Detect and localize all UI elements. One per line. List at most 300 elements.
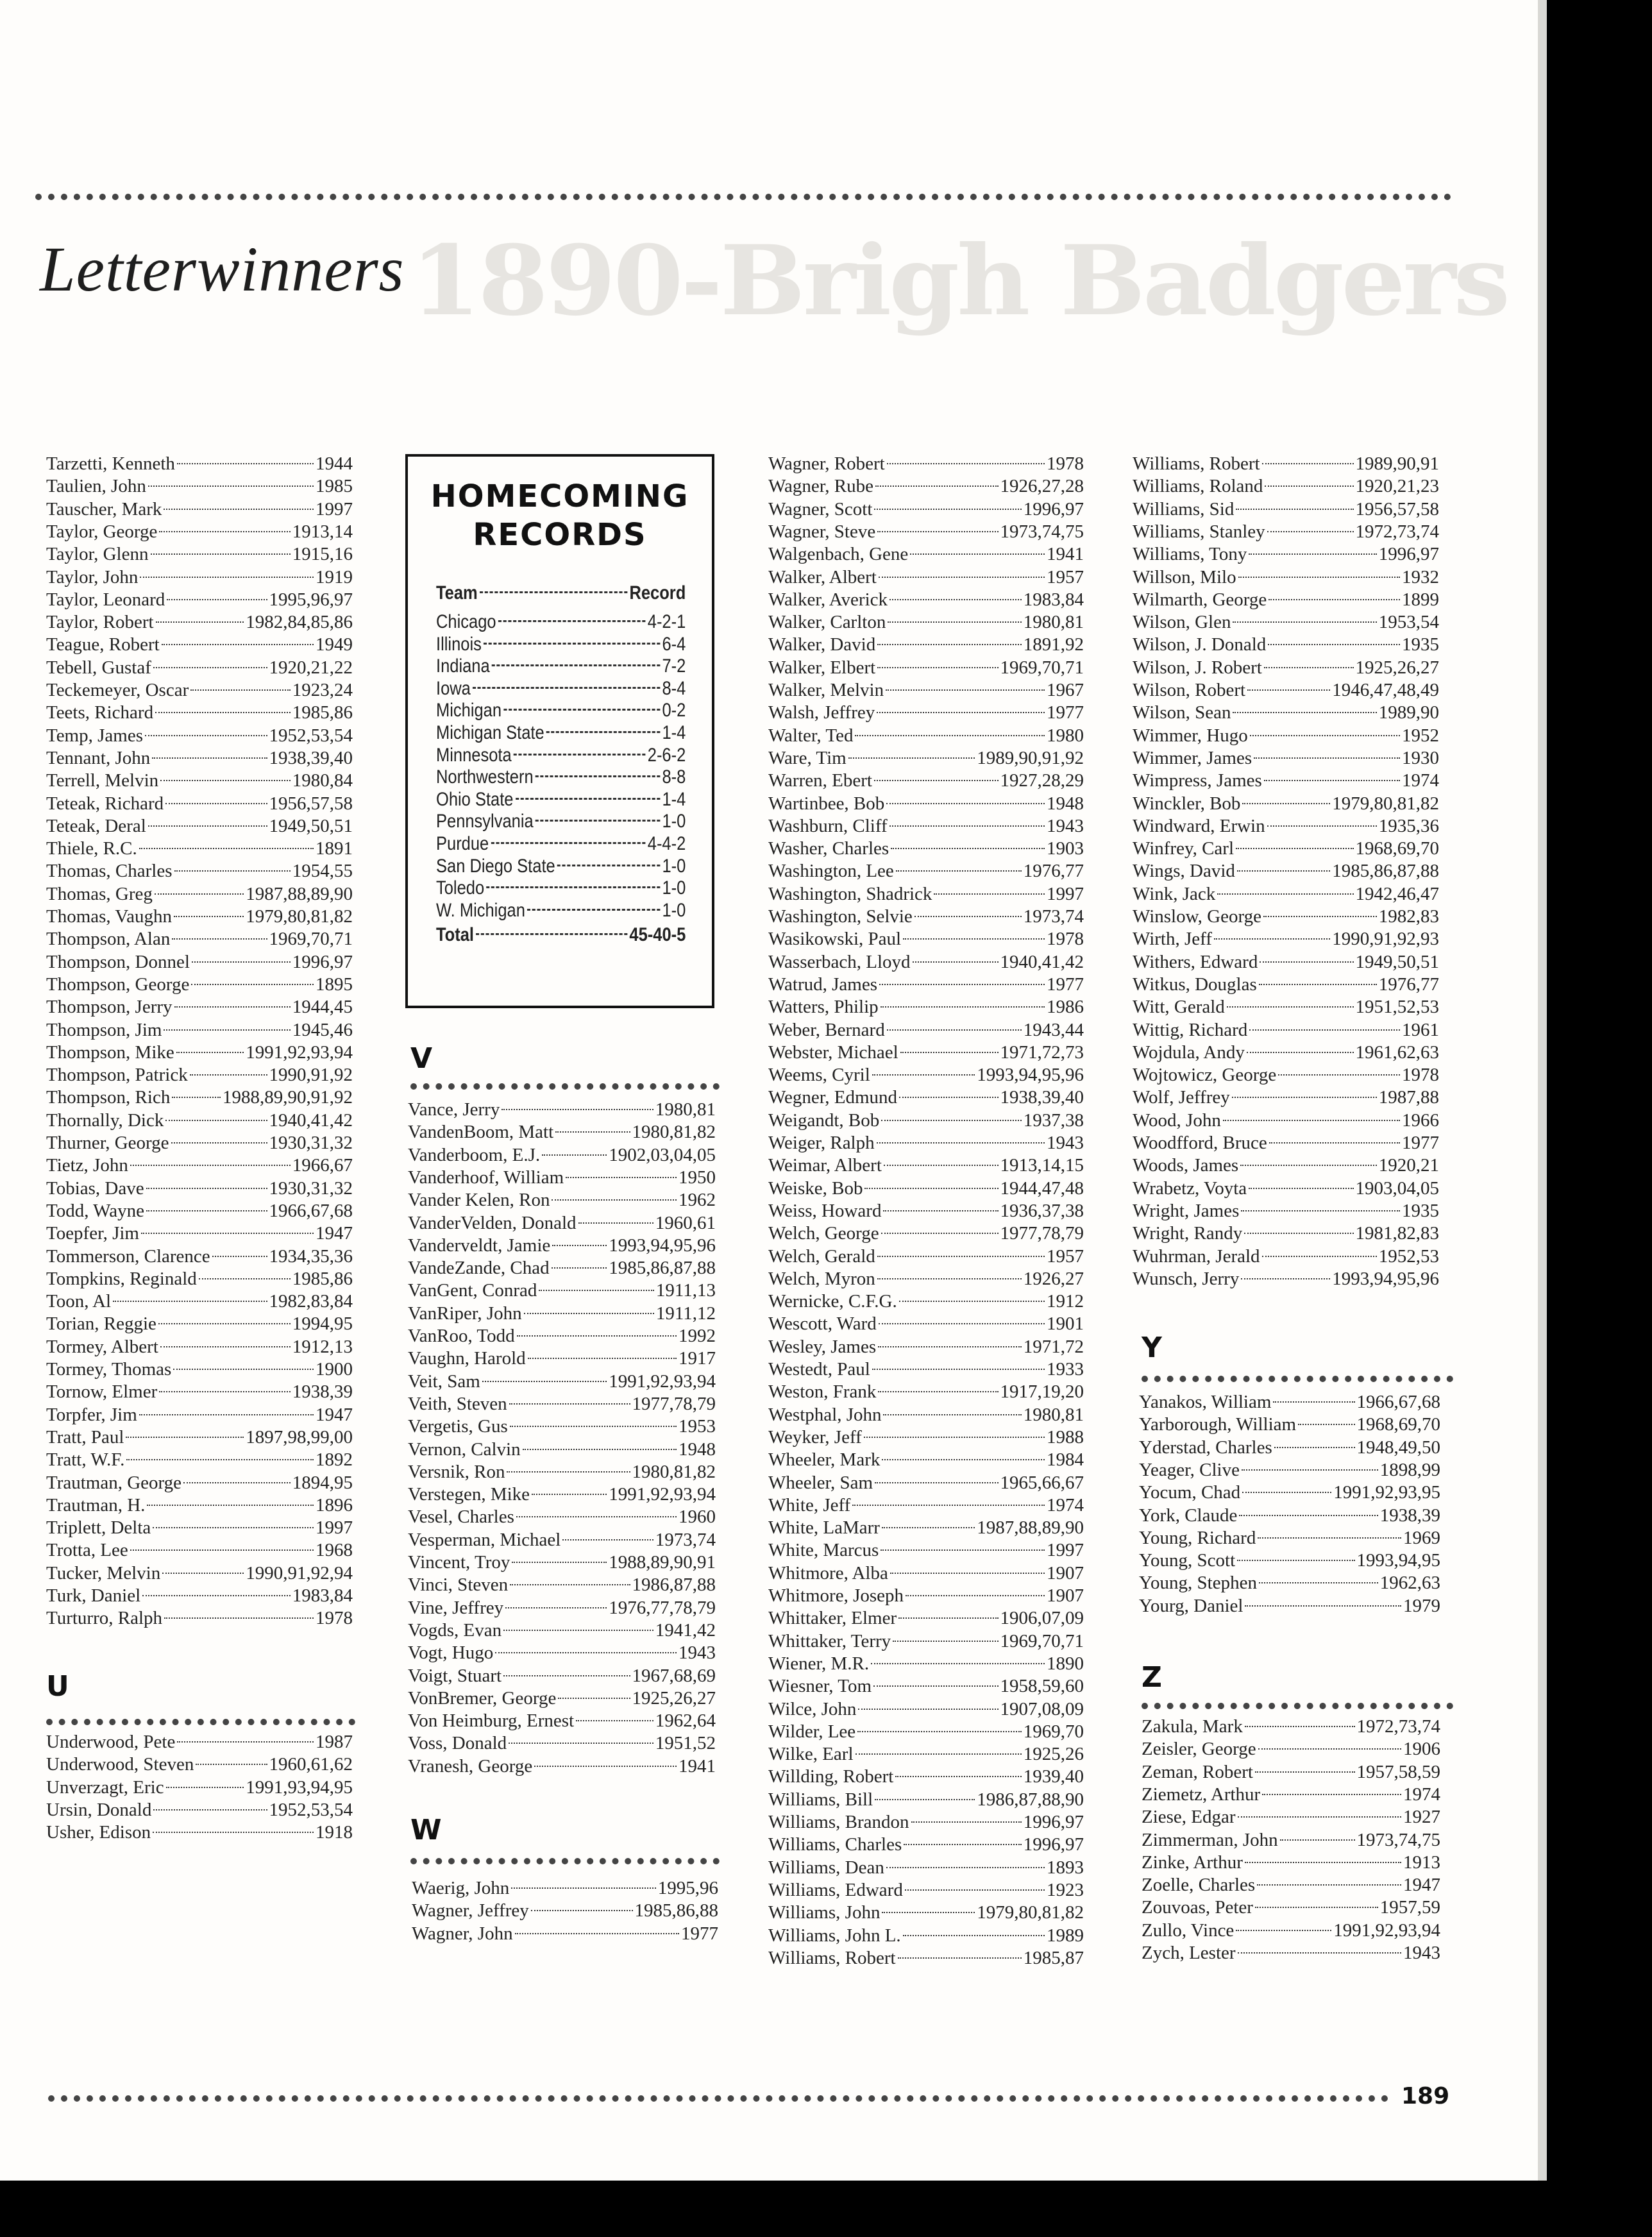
letterwinner-name: Wagner, Robert: [768, 453, 885, 474]
letterwinner-years: 1989,90,91: [1355, 453, 1439, 474]
letterwinner-years: 1976,77: [1023, 861, 1084, 882]
letterwinner-name: Vander Kelen, Ron: [408, 1190, 550, 1211]
homecoming-record: 7-2: [662, 655, 686, 677]
dot-leader: [1274, 1447, 1355, 1448]
letterwinner-entry: [408, 1303, 716, 1325]
homecoming-records-box: [405, 454, 714, 1008]
letterwinner-entry: [1142, 1852, 1440, 1874]
letterwinner-years: 1969,70,71: [1000, 657, 1084, 678]
letterwinner-entry: [768, 1631, 1084, 1653]
dot-leader: [139, 1414, 314, 1415]
dot-leader: [141, 1233, 314, 1234]
dot-leader: [1264, 667, 1354, 668]
homecoming-record: 1-4: [662, 722, 686, 743]
letterwinner-years: 1950: [678, 1167, 716, 1188]
letterwinner-entry: [46, 997, 353, 1018]
dot-leader: [1237, 1560, 1354, 1561]
letterwinner-years: 1943: [1403, 1943, 1440, 1963]
letterwinner-entry: [768, 1948, 1084, 1970]
letterwinner-years: 1979,80,81,82: [1332, 793, 1439, 814]
letterwinner-name: Voss, Donald: [408, 1733, 507, 1754]
dot-leader: [856, 1753, 1022, 1755]
letterwinner-name: Taylor, Robert: [46, 612, 154, 633]
letterwinner-name: Walgenbach, Gene: [768, 544, 909, 565]
letterwinner-entry: [46, 1359, 353, 1381]
letterwinner-entry: [768, 1065, 1084, 1086]
dot-leader: [172, 938, 267, 940]
letterwinner-name: Tormey, Thomas: [46, 1359, 172, 1380]
dot-leader: [852, 1505, 1045, 1506]
letterwinner-years: 1923: [1047, 1879, 1084, 1900]
letterwinner-name: Taylor, George: [46, 521, 158, 542]
letterwinner-entry: [408, 1280, 716, 1302]
letterwinner-name: Vanderveldt, Jamie: [408, 1235, 551, 1256]
dot-leader: [142, 1595, 291, 1596]
letterwinner-entry: [408, 1416, 716, 1438]
letterwinner-years: 1899: [1402, 589, 1439, 610]
letterwinner-entry: [768, 1517, 1084, 1539]
letterwinner-years: 1972,73,74: [1356, 1716, 1440, 1737]
letterwinner-years: 1894,95: [292, 1472, 353, 1493]
letterwinner-years: 1986,87,88,90: [977, 1789, 1084, 1810]
dot-leader: [879, 1323, 1045, 1324]
letterwinner-entry: [768, 1155, 1084, 1177]
letterwinner-years: 1980: [1047, 725, 1084, 746]
dot-leader: [1280, 1839, 1355, 1841]
letterwinner-years: 1981,82,83: [1355, 1223, 1439, 1244]
dot-leader: [899, 1097, 998, 1098]
letterwinner-name: Tennant, John: [46, 747, 151, 768]
dash-leader: [487, 886, 660, 888]
letterwinner-years: 1917,19,20: [1000, 1381, 1084, 1403]
dot-leader: [173, 1369, 314, 1370]
letterwinner-entry: [768, 1405, 1084, 1426]
letterwinner-years: 1951,52: [655, 1733, 716, 1754]
letterwinner-entry: [408, 1439, 716, 1461]
dot-leader: [177, 1741, 314, 1743]
dot-leader: [1262, 1256, 1377, 1257]
letterwinner-years: 1912,13: [292, 1336, 353, 1357]
letterwinner-years: 1991,92,93,94: [609, 1371, 716, 1392]
letterwinner-years: 1934,35,36: [269, 1245, 353, 1267]
letterwinner-name: Wilke, Earl: [768, 1744, 854, 1765]
dot-leader: [148, 825, 267, 827]
dot-leader: [903, 1935, 1045, 1936]
letterwinner-years: 1966: [1402, 1110, 1439, 1131]
letterwinner-years: 1925,26: [1023, 1744, 1084, 1765]
letterwinner-years: 1957,59: [1379, 1897, 1440, 1918]
letterwinner-name: Woods, James: [1133, 1155, 1239, 1176]
letterwinner-years: 1977,78,79: [1000, 1223, 1084, 1244]
letterwinner-name: Thompson, Donnel: [46, 951, 190, 972]
letterwinner-entry: [1133, 476, 1439, 498]
dot-leader: [898, 1957, 1022, 1959]
letterwinner-years: 1941: [678, 1755, 716, 1777]
dot-leader: [1245, 1726, 1355, 1727]
homecoming-team: Michigan: [436, 700, 502, 722]
letterwinner-years: 1969,70,71: [269, 929, 353, 950]
letterwinner-entry: [768, 1110, 1084, 1132]
letterwinner-entry: [768, 499, 1084, 521]
dot-leader: [503, 1630, 653, 1631]
section-letter-v: V: [410, 1042, 433, 1075]
letterwinner-name: Taulien, John: [46, 476, 146, 497]
letterwinner-entry: [768, 1585, 1084, 1607]
letterwinner-entry: [408, 1598, 716, 1619]
letterwinner-name: Winfrey, Carl: [1133, 838, 1234, 859]
homecoming-row: [436, 877, 686, 899]
letterwinner-years: 1947: [316, 1223, 353, 1244]
letterwinner-years: 1935: [1402, 1200, 1439, 1221]
letterwinner-entry: [46, 1800, 353, 1821]
letterwinner-entry: [1133, 680, 1439, 702]
letterwinner-years: 1987,88,89,90: [246, 883, 353, 904]
dot-leader: [1259, 984, 1377, 985]
letterwinner-entry: [1133, 1065, 1439, 1086]
homecoming-team: Northwestern: [436, 766, 534, 788]
letterwinner-name: Windward, Erwin: [1133, 815, 1265, 836]
letterwinner-entry: [1133, 521, 1439, 543]
letterwinner-years: 1952,53,54: [269, 1799, 353, 1820]
letterwinner-name: Taylor, John: [46, 566, 139, 587]
letterwinner-years: 1938,39: [292, 1381, 353, 1403]
dot-leader: [155, 712, 291, 713]
letterwinner-name: Thompson, Rich: [46, 1087, 171, 1108]
dot-leader: [174, 870, 291, 872]
letterwinner-name: Williams, John: [768, 1902, 881, 1923]
letterwinner-years: 1977: [681, 1923, 718, 1944]
letterwinner-name: Underwood, Pete: [46, 1732, 176, 1752]
dot-leader: [883, 1414, 1021, 1415]
letterwinner-name: Wright, Randy: [1133, 1223, 1243, 1244]
letterwinner-years: 1925,26,27: [1355, 657, 1439, 678]
letterwinner-years: 1933: [1047, 1359, 1084, 1380]
dot-leader: [879, 984, 1045, 985]
homecoming-row: [436, 900, 686, 922]
letterwinner-entry: [408, 1213, 716, 1235]
letterwinner-entry: [768, 1857, 1084, 1879]
letterwinner-entry: [768, 657, 1084, 679]
dot-leader: [1268, 644, 1400, 645]
letterwinner-entry: [1133, 657, 1439, 679]
letterwinner-name: Vinci, Steven: [408, 1574, 509, 1596]
letterwinner-name: Weston, Frank: [768, 1381, 877, 1403]
dot-leader: [164, 1029, 290, 1031]
letterwinner-name: Weiske, Bob: [768, 1178, 863, 1199]
letterwinner-entry: [46, 1449, 353, 1471]
letterwinner-name: Teets, Richard: [46, 702, 154, 723]
dot-leader: [1217, 893, 1353, 895]
letterwinner-entry: [1133, 906, 1439, 928]
letterwinner-entry: [408, 1552, 716, 1574]
homecoming-row: [436, 655, 686, 677]
dot-leader: [130, 1549, 314, 1551]
letterwinner-entry: [46, 1777, 353, 1799]
letterwinner-name: Wiesner, Tom: [768, 1676, 872, 1697]
letterwinner-entry: [1133, 770, 1439, 792]
letterwinner-name: Walker, David: [768, 634, 876, 655]
letterwinner-name: VanderVelden, Donald: [408, 1212, 577, 1233]
dot-leader: [1269, 1142, 1400, 1144]
letterwinner-years: 1976,77,78,79: [609, 1597, 716, 1618]
dot-leader: [512, 1562, 607, 1563]
letterwinner-name: Veit, Sam: [408, 1371, 480, 1392]
letterwinner-years: 1936,37,38: [1000, 1200, 1084, 1221]
homecoming-title-line1: HOMECOMING: [430, 478, 689, 514]
dot-leader: [883, 1210, 998, 1211]
letterwinner-years: 1949,50,51: [1355, 951, 1439, 972]
letterwinner-years: 1947: [1403, 1875, 1440, 1896]
letterwinner-years: 1979: [1403, 1595, 1440, 1616]
dot-leader: [164, 1617, 314, 1619]
letterwinner-name: Thomas, Greg: [46, 883, 153, 904]
letterwinner-entry: [46, 1291, 353, 1313]
dot-leader: [552, 1267, 607, 1269]
letterwinner-name: Wilder, Lee: [768, 1721, 856, 1742]
dot-leader: [515, 1933, 679, 1934]
letterwinner-years: 1932: [1402, 566, 1439, 587]
letterwinner-entry: [768, 453, 1084, 475]
letterwinner-years: 1990,91,92: [269, 1065, 353, 1086]
letterwinner-name: Washington, Lee: [768, 861, 894, 882]
letterwinner-entry: [408, 1574, 716, 1596]
dot-leader: [153, 1527, 314, 1528]
letterwinner-years: 1995,96: [657, 1878, 718, 1898]
dot-leader: [1223, 1120, 1400, 1121]
dot-leader: [875, 485, 998, 487]
letterwinner-years: 1980,81: [1023, 1404, 1084, 1425]
letterwinner-name: Wood, John: [1133, 1110, 1221, 1131]
letterwinner-name: Tommerson, Clarence: [46, 1245, 210, 1267]
letterwinner-years: 1890: [1047, 1653, 1084, 1674]
letterwinner-years: 1907: [1047, 1562, 1084, 1583]
letterwinner-years: 1985,86,87,88: [1332, 861, 1439, 882]
letterwinner-name: Yderstad, Charles: [1139, 1437, 1272, 1458]
letterwinner-entry: [768, 816, 1084, 838]
letterwinner-entry: [768, 906, 1084, 928]
letterwinner-entry: [46, 748, 353, 770]
letterwinner-entry: [46, 521, 353, 543]
letterwinner-years: 1979,80,81,82: [977, 1902, 1084, 1923]
dot-leader: [1257, 1884, 1401, 1886]
letterwinner-entry: [46, 1155, 353, 1177]
dot-leader: [914, 916, 1022, 917]
letterwinner-name: Weiss, Howard: [768, 1200, 882, 1221]
letterwinner-years: 1926,27: [1023, 1268, 1084, 1289]
letterwinner-entry: [768, 1223, 1084, 1245]
letterwinner-entry: [46, 1540, 353, 1562]
homecoming-row: [436, 856, 686, 877]
dot-leader: [1249, 1188, 1353, 1189]
letterwinner-years: 1968: [316, 1540, 353, 1561]
letterwinner-years: 1985,86,88: [634, 1900, 718, 1921]
dot-leader: [156, 621, 244, 623]
dot-leader: [1245, 1605, 1401, 1607]
letterwinner-entry: [46, 1313, 353, 1335]
letterwinner-entry: [768, 1042, 1084, 1064]
letterwinner-years: 1946,47,48,49: [1332, 680, 1439, 700]
letterwinner-entry: [46, 1269, 353, 1290]
letterwinner-entry: [46, 1608, 353, 1630]
dot-leader: [126, 1437, 244, 1438]
dot-leader: [146, 1210, 267, 1211]
dot-leader: [1262, 463, 1354, 464]
letterwinner-entry: [768, 1676, 1084, 1698]
letterwinner-name: Welch, Gerald: [768, 1245, 875, 1267]
letterwinner-name: White, Marcus: [768, 1540, 879, 1561]
letterwinner-years: 1985,86: [292, 702, 353, 723]
letterwinner-years: 1990,91,92,93: [1332, 929, 1439, 950]
dot-leader: [895, 1776, 1021, 1777]
letterwinner-name: Walker, Albert: [768, 566, 877, 587]
letterwinner-entry: [1133, 884, 1439, 906]
letterwinner-name: Wolf, Jeffrey: [1133, 1087, 1230, 1108]
homecoming-team: San Diego State: [436, 855, 555, 877]
dot-leader: [159, 1391, 290, 1392]
letterwinner-years: 1973,74: [1023, 906, 1084, 927]
dot-leader: [903, 938, 1045, 940]
letterwinner-years: 1971,72,73: [1000, 1042, 1084, 1063]
letterwinner-name: Williams, Tony: [1133, 544, 1247, 565]
dot-leader: [887, 463, 1045, 464]
letterwinner-name: Whittaker, Elmer: [768, 1608, 897, 1629]
letterwinner-years: 1952: [1402, 725, 1439, 746]
letterwinner-years: 1938,39,40: [269, 747, 353, 768]
dot-leader: [505, 1607, 607, 1608]
homecoming-record: 4-4-2: [647, 833, 686, 854]
homecoming-record: 1-0: [662, 877, 686, 899]
letterwinner-years: 1948,49,50: [1356, 1437, 1440, 1458]
homecoming-row: [436, 789, 686, 811]
dot-leader: [1238, 1952, 1401, 1954]
letterwinner-name: Yarborough, William: [1139, 1414, 1297, 1435]
letterwinner-entry: [46, 861, 353, 882]
dot-leader: [153, 1809, 267, 1811]
dash-leader: [514, 754, 645, 756]
letterwinner-name: Wilmarth, George: [1133, 589, 1267, 610]
letterwinner-entry: [408, 1756, 716, 1778]
letterwinner-entry: [1133, 589, 1439, 611]
dash-leader: [480, 591, 627, 593]
ghost-watermark-text: 1890-Brigh Badgers: [410, 224, 1508, 337]
letterwinner-name: Vincent, Troy: [408, 1552, 510, 1573]
dot-leader: [877, 531, 998, 532]
dot-leader: [1236, 509, 1353, 510]
letterwinner-years: 1989: [1047, 1925, 1084, 1946]
letterwinner-years: 1951,52,53: [1355, 997, 1439, 1018]
letterwinner-name: Williams, Dean: [768, 1857, 884, 1878]
letterwinner-name: Ware, Tim: [768, 747, 847, 768]
dot-leader: [857, 1731, 1022, 1732]
dot-leader: [1278, 1074, 1400, 1076]
dash-leader: [491, 842, 646, 844]
letterwinner-name: Tobias, Dave: [46, 1178, 144, 1199]
letterwinner-entry: [412, 1900, 718, 1922]
letterwinner-years: 1997: [316, 498, 353, 519]
letterwinner-years: 1943: [678, 1642, 716, 1664]
letterwinner-years: 1972,73,74: [1355, 521, 1439, 542]
letterwinner-years: 1895: [316, 974, 353, 995]
letterwinner-years: 1982,83,84: [269, 1291, 353, 1312]
letterwinner-entry: [46, 680, 353, 702]
letterwinner-years: 1979,80,81,82: [246, 906, 353, 927]
dot-leader: [511, 1887, 655, 1889]
page-title: Letterwinners: [40, 233, 405, 305]
dot-leader: [882, 1912, 975, 1913]
dot-leader: [183, 1482, 291, 1483]
letterwinner-entry: [46, 1201, 353, 1222]
letterwinner-years: 1993,94,95,96: [609, 1235, 716, 1256]
letterwinner-name: Wink, Jack: [1133, 883, 1216, 904]
dot-leader: [162, 1573, 244, 1574]
letterwinner-years: 1962,64: [655, 1710, 716, 1732]
letterwinner-entry: [46, 634, 353, 656]
letterwinner-name: Thompson, George: [46, 974, 190, 995]
homecoming-title-line2: RECORDS: [473, 517, 647, 553]
letterwinner-years: 1912: [1047, 1291, 1084, 1312]
letterwinner-entry: [46, 838, 353, 860]
letterwinner-years: 1906: [1403, 1739, 1440, 1760]
letterwinner-years: 1961: [1402, 1019, 1439, 1040]
letterwinner-name: Wojtowicz, George: [1133, 1065, 1277, 1086]
letterwinner-entry: [46, 1020, 353, 1042]
letterwinner-years: 1898,99: [1379, 1459, 1440, 1480]
letterwinner-years: 1949,50,51: [269, 815, 353, 836]
letterwinner-name: Weyker, Jeff: [768, 1426, 862, 1448]
dot-leader: [165, 1120, 267, 1121]
dot-leader: [130, 1165, 291, 1166]
letterwinner-years: 1996,97: [1023, 1812, 1084, 1832]
letterwinner-entry: [768, 1359, 1084, 1381]
dot-leader: [874, 509, 1021, 510]
letterwinner-entry: [46, 793, 353, 815]
homecoming-team: Purdue: [436, 833, 489, 854]
letterwinner-name: Webster, Michael: [768, 1042, 898, 1063]
letterwinner-name: Thompson, Alan: [46, 929, 171, 950]
letterwinner-entry: [46, 816, 353, 838]
letterwinner-years: 1997: [1047, 1540, 1084, 1561]
letterwinner-years: 1965,66,67: [1000, 1472, 1084, 1493]
letterwinner-entry: [46, 1563, 353, 1585]
dot-leader: [1249, 1029, 1400, 1031]
dot-leader: [886, 689, 1045, 691]
letterwinner-years: 1930,31,32: [269, 1133, 353, 1153]
dot-leader: [881, 1120, 1022, 1121]
homecoming-total-row: [436, 924, 686, 946]
dot-leader: [1263, 916, 1377, 917]
letterwinner-entry: [1139, 1528, 1440, 1549]
letterwinner-entry: [768, 1834, 1084, 1856]
letterwinner-entry: [768, 1337, 1084, 1358]
letterwinner-years: 1907,08,09: [1000, 1698, 1084, 1719]
letterwinner-name: Turturro, Ralph: [46, 1608, 162, 1629]
homecoming-row: [436, 833, 686, 855]
letterwinner-years: 1968,69,70: [1355, 838, 1439, 859]
dot-leader: [875, 1482, 998, 1483]
letterwinner-name: Willding, Robert: [768, 1766, 894, 1787]
letterwinner-years: 1956,57,58: [1355, 498, 1439, 519]
letterwinner-name: Thompson, Jim: [46, 1019, 162, 1040]
homecoming-team: Michigan State: [436, 722, 544, 743]
letterwinner-name: Young, Richard: [1139, 1527, 1256, 1548]
letterwinner-name: Wheeler, Mark: [768, 1449, 881, 1471]
dot-leader: [532, 1494, 607, 1495]
letterwinner-entry: [768, 1291, 1084, 1313]
letterwinner-years: 1960,61,62: [269, 1754, 353, 1775]
letterwinner-entry: [768, 702, 1084, 724]
dot-leader: [147, 1505, 314, 1506]
letterwinner-name: Thompson, Jerry: [46, 997, 173, 1018]
